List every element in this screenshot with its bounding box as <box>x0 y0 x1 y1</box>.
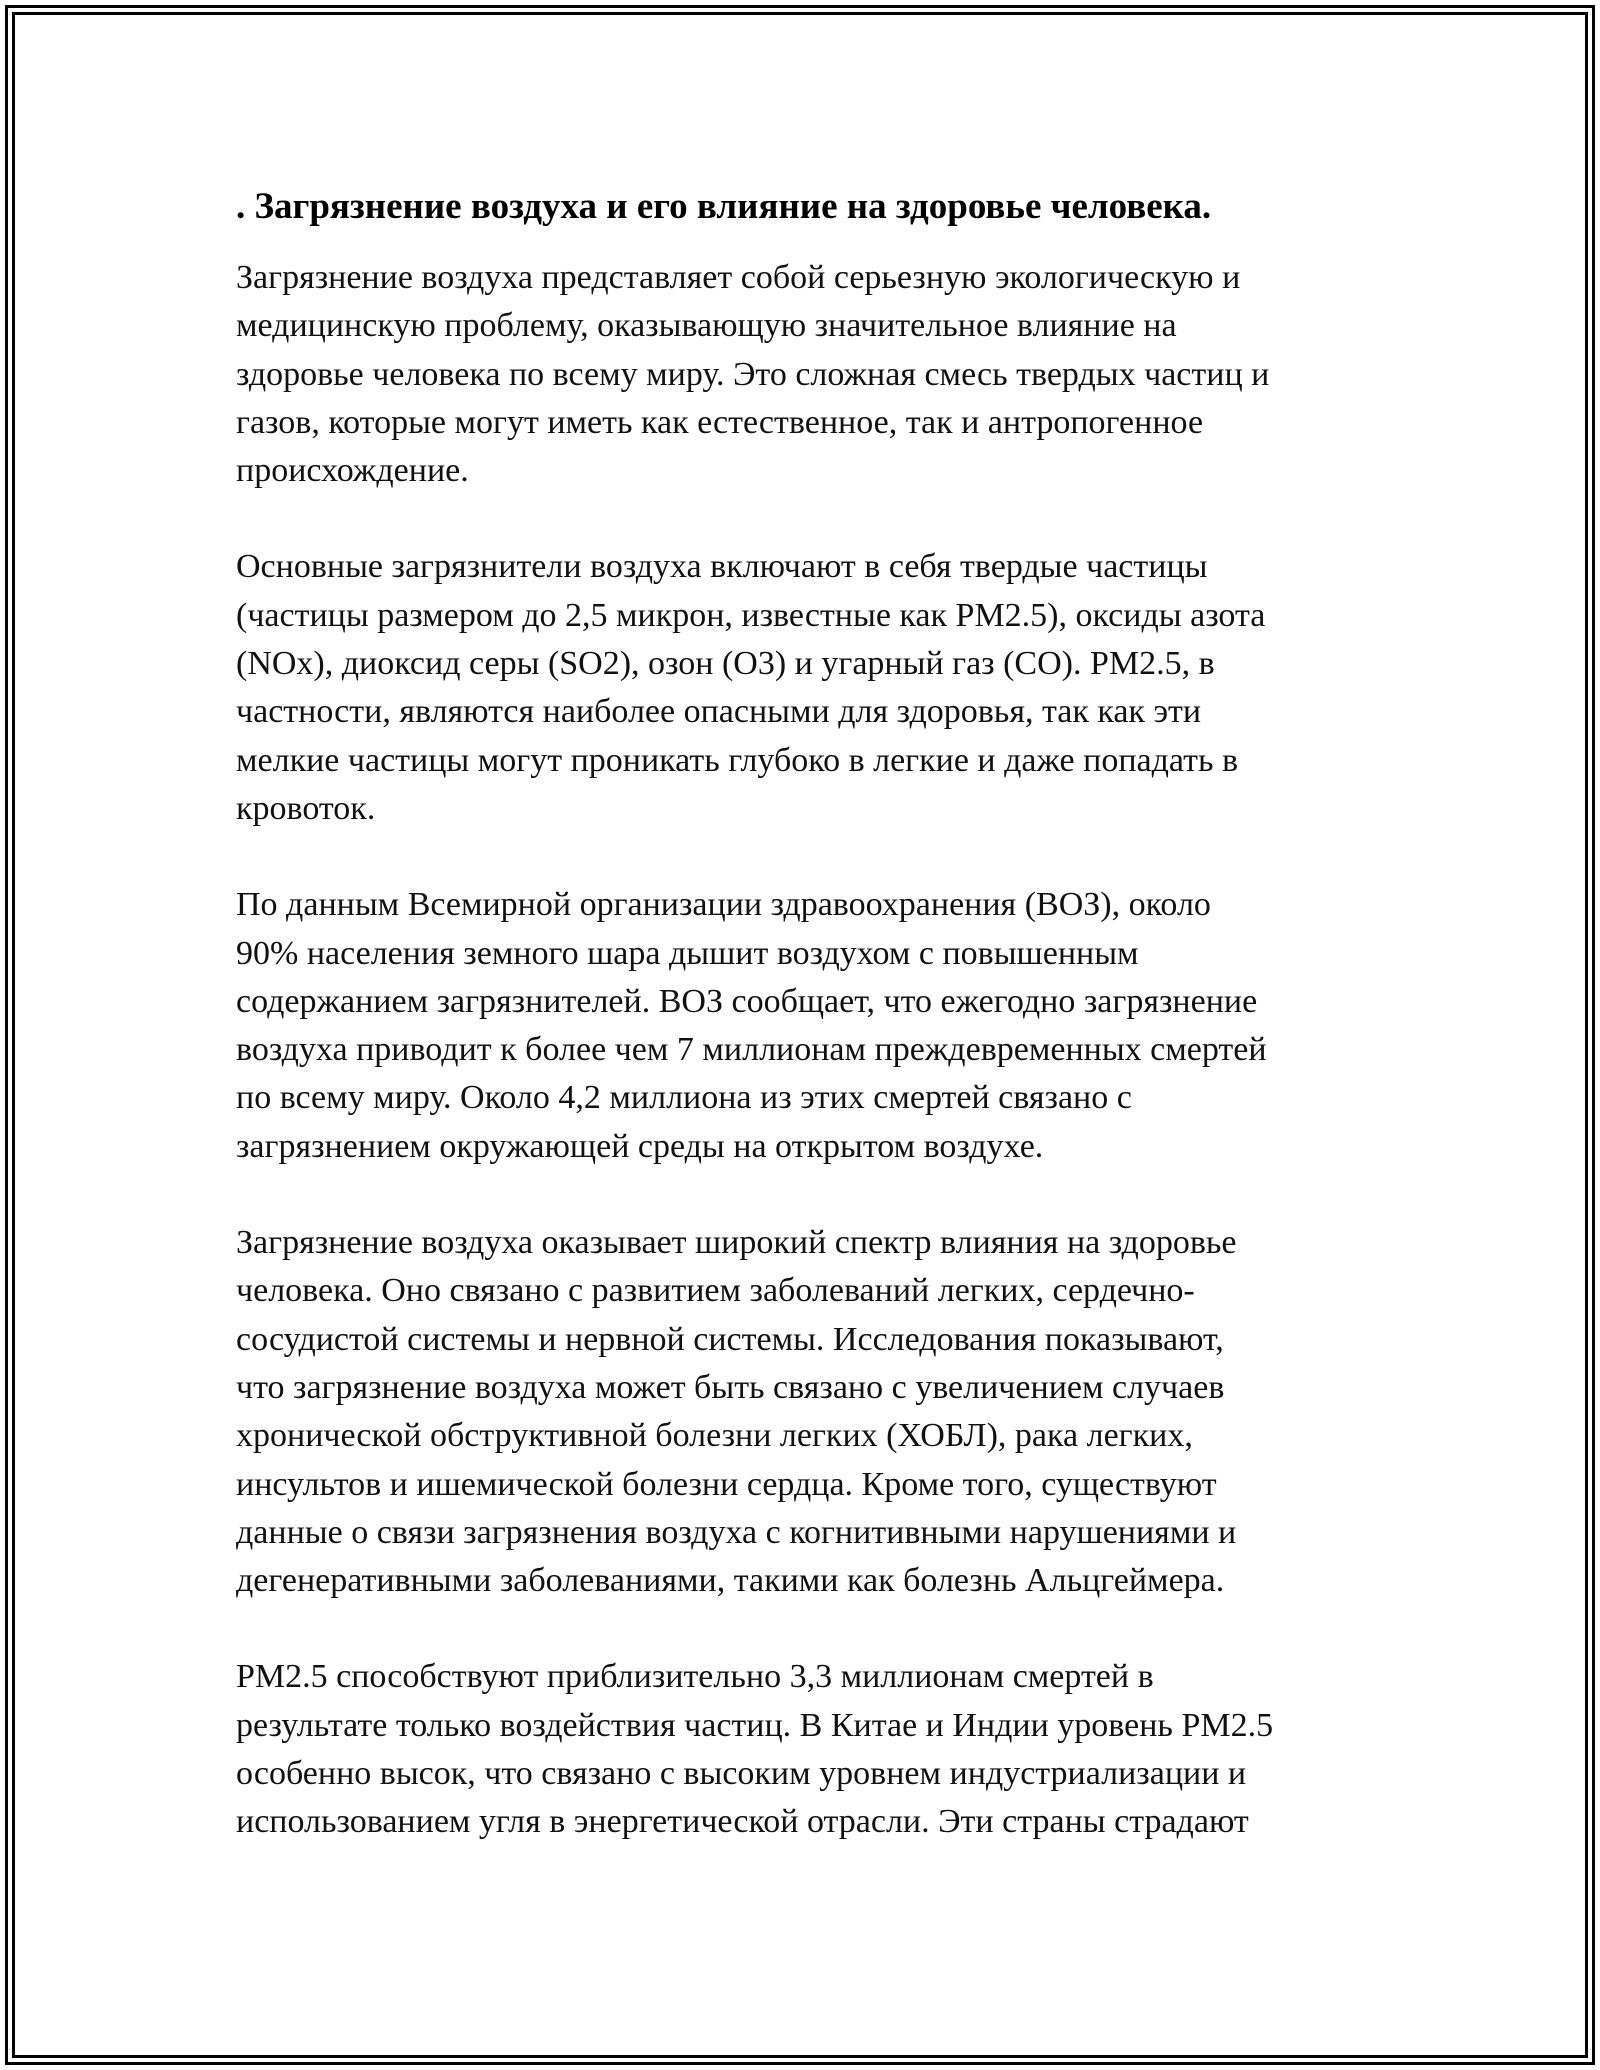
document-title: . Загрязнение воздуха и его влияние на здоровье человека. <box>236 186 1212 227</box>
paragraph <box>236 254 1366 495</box>
text-line: особенно высок, что связано с высоким уровнем индустриализации и <box>236 1755 1247 1793</box>
text-line: дегенеративными заболеваниями, такими как болезнь Альцгеймера. <box>236 1562 1225 1600</box>
text-line: частности, являются наиболее опасными для здоровья, так как эти <box>236 693 1202 731</box>
paragraph <box>236 1653 1366 1846</box>
paragraph <box>236 543 1366 833</box>
text-line: кровоток. <box>236 789 376 827</box>
text-line: Загрязнение воздуха оказывает широкий спектр влияния на здоровье <box>236 1224 1237 1262</box>
text-line: (частицы размером до 2,5 микрон, известные как PM2.5), оксиды азота <box>236 596 1266 634</box>
text-line: по всему миру. Около 4,2 миллиона из этих смертей связано с <box>236 1079 1132 1117</box>
text-line: воздуха приводит к более чем 7 миллионам преждевременных смертей <box>236 1031 1267 1069</box>
text-line: использованием угля в энергетической отрасли. Эти страны страдают <box>236 1803 1249 1841</box>
text-line: 90% населения земного шара дышит воздухом с повышенным <box>236 934 1139 972</box>
text-line: человека. Оно связано с развитием заболеваний легких, сердечно- <box>236 1272 1195 1310</box>
text-line: По данным Всемирной организации здравоохранения (ВОЗ), около <box>236 886 1211 924</box>
paragraph-container <box>236 254 1366 1847</box>
text-line: что загрязнение воздуха может быть связано с увеличением случаев <box>236 1368 1225 1406</box>
text-line: Загрязнение воздуха представляет собой серьезную экологическую и <box>236 259 1241 296</box>
paragraph <box>236 1219 1366 1605</box>
text-line: происхождение. <box>236 452 469 490</box>
text-line: хронической обструктивной болезни легких (ХОБЛ), рака легких, <box>236 1417 1193 1455</box>
text-line: газов, которые могут иметь как естественное, так и антропогенное <box>236 403 1204 441</box>
text-line: (NOx), диоксид серы (SO2), озон (O3) и угарный газ (CO). PM2.5, в <box>236 645 1215 683</box>
paragraph <box>236 881 1366 1171</box>
text-line: медицинскую проблему, оказывающую значительное влияние на <box>236 307 1177 345</box>
text-line: загрязнением окружающей среды на открытом воздухе. <box>236 1127 1044 1165</box>
text-line: данные о связи загрязнения воздуха с когнитивными нарушениями и <box>236 1513 1237 1551</box>
text-line: сосудистой системы и нервной системы. Исследования показывают, <box>236 1320 1224 1358</box>
document-body <box>236 182 1366 1847</box>
text-line: мелкие частицы могут проникать глубоко в легкие и даже попадать в <box>236 741 1239 779</box>
text-line: результате только воздействия частиц. В Китае и Индии уровень PM2.5 <box>236 1706 1274 1744</box>
text-line: содержанием загрязнителей. ВОЗ сообщает, что ежегодно загрязнение <box>236 982 1258 1020</box>
text-line: PM2.5 способствуют приблизительно 3,3 миллионам смертей в <box>236 1658 1154 1696</box>
text-line: здоровье человека по всему миру. Это сложная смесь твердых частиц и <box>236 355 1270 393</box>
text-line: Основные загрязнители воздуха включают в себя твердые частицы <box>236 548 1208 586</box>
text-line: инсультов и ишемической болезни сердца. Кроме того, существуют <box>236 1465 1217 1503</box>
